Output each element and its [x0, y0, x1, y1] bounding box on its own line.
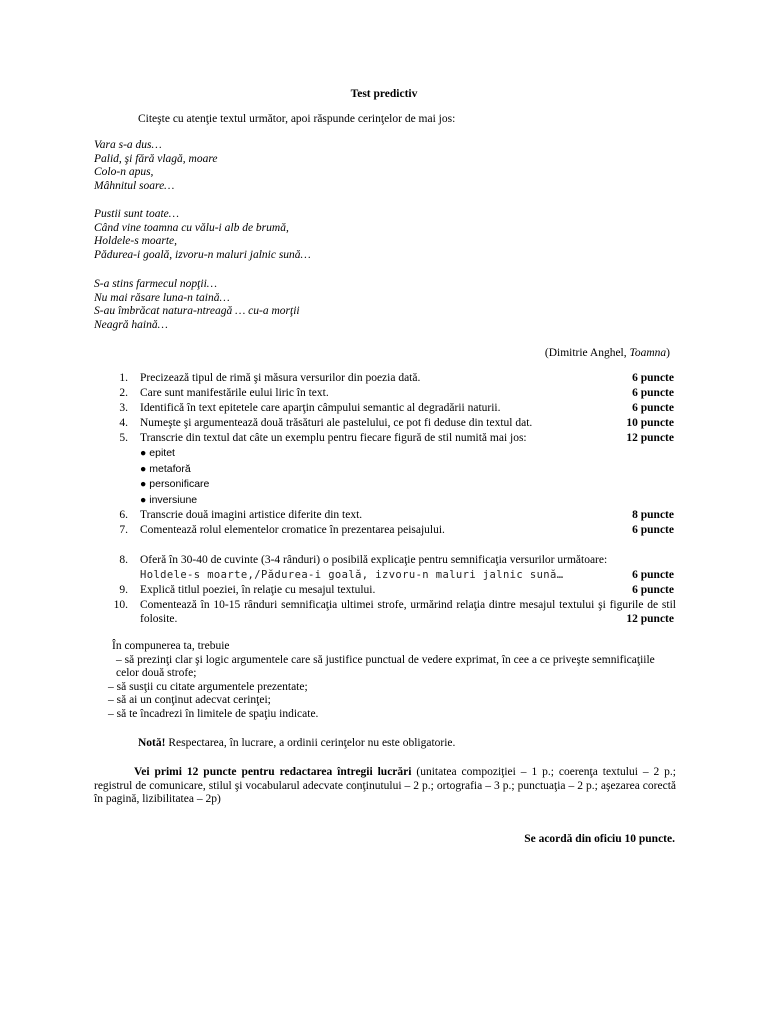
task-text: Care sunt manifestările eului liric în text.	[140, 387, 329, 399]
task-text: Precizează tipul de rimă şi măsura versurilor din poezia dată.	[140, 372, 421, 384]
task-item: 4. Numeşte şi argumentează două trăsături ale pastelului, ce pot fi deduse din textul dat. 10 puncte	[119, 417, 674, 429]
composition-requirements	[94, 640, 676, 722]
task-points: 6 puncte	[632, 387, 674, 399]
task-points: 10 puncte	[626, 417, 674, 429]
task-points: 6 puncte	[632, 569, 674, 581]
poem-line: Nu mai răsare luna-n taină…	[94, 291, 230, 304]
task-item: 8. Oferă în 30-40 de cuvinte (3-4 rânduri) o posibilă explicaţie pentru semnificaţia versurilor următoare:	[119, 554, 608, 566]
task-quote: Holdele-s moarte,/Pădurea-i goală, izvoru-n maluri jalnic sună…	[140, 569, 564, 581]
task-points: 12 puncte	[626, 432, 674, 444]
task-points: 12 puncte	[626, 612, 674, 625]
poem-line: Holdele-s moarte,	[94, 235, 178, 248]
poem-stanza-3	[94, 278, 300, 332]
poem-line: Vara s-a dus…	[94, 139, 162, 151]
task-text: Comentează în 10-15 rânduri semnificaţia ultimei strofe, urmărind relaţia dintre mesajul textului şi figurile de stil folosite.	[140, 599, 676, 625]
task-points: 8 puncte	[632, 509, 674, 521]
instruction-text: Citeşte cu atenţie textul următor, apoi răspunde cerinţelor de mai jos:	[138, 113, 456, 125]
grading-paragraph	[94, 766, 676, 807]
poem-stanza-1	[94, 139, 218, 193]
task-points: 6 puncte	[632, 584, 674, 596]
task-points: 6 puncte	[632, 524, 674, 536]
figure-item: ● metaforă	[140, 462, 191, 475]
bonus-points-text: Se acordă din oficiu 10 puncte.	[524, 833, 675, 845]
figure-item: ● personificare	[140, 478, 210, 490]
composition-lead: În compunerea ta, trebuie	[112, 640, 230, 652]
task-item-quote	[110, 569, 676, 584]
poem-line: Mâhnitul soare…	[94, 179, 175, 192]
poem-line: Pustii sunt toate…	[94, 208, 179, 220]
composition-bullet: – să prezinţi clar şi logic argumentele care să justifice punctual de vedere exprimat, în cee a ce priveşte semnificaţiile celor două strofe;	[116, 653, 655, 680]
task-text: Comentează rolul elementelor cromatice în prezentarea peisajului.	[140, 524, 445, 536]
task-item: 10. Comentează în 10-15 rânduri semnificaţia ultimei strofe, urmărind relaţia dintre mesajul textului şi figurile de stil folosite. 12 puncte	[113, 599, 676, 625]
task-points: 6 puncte	[632, 402, 674, 414]
composition-bullet: – să te încadrezi în limitele de spaţiu indicate.	[108, 707, 319, 720]
task-text: Transcrie din textul dat câte un exemplu pentru fiecare figură de stil numită mai jos:	[140, 432, 527, 444]
task-text: Transcrie două imagini artistice diferite din text.	[140, 509, 363, 521]
task-item: 9. Explică titlul poeziei, în relaţie cu mesajul textului. 6 puncte	[119, 584, 674, 596]
figure-item: ● inversiune	[140, 493, 198, 506]
task-item: 6. Transcrie două imagini artistice diferite din text. 8 puncte	[119, 509, 674, 521]
poem-work-title: Toamna	[629, 347, 667, 359]
figures-list	[140, 447, 676, 509]
task-list	[110, 372, 676, 626]
task-item: 3. Identifică în text epitetele care aparţin câmpului semantic al degradării naturii. 6 puncte	[119, 402, 674, 414]
task-text: Identifică în text epitetele care aparţin câmpului semantic al degradării naturii.	[140, 402, 501, 414]
note-label: Notă!	[138, 737, 166, 749]
poem-line: Pădurea-i goală, izvoru-n maluri jalnic sună…	[94, 248, 311, 261]
task-text: Oferă în 30-40 de cuvinte (3-4 rânduri) o posibilă explicaţie pentru semnificaţia versurilor următoare:	[140, 554, 608, 566]
poem-line: Neagră haină…	[94, 318, 168, 331]
note	[138, 737, 455, 751]
poem-line: S-au îmbrăcat natura-ntreagă … cu-a morţii	[94, 305, 300, 318]
grading-text: (unitatea compoziţiei – 1 p.; coerenţa textului – 2 p.; registrul de comunicare, stilul şi vocabularul adecvate conţinutului – 2 p.; ortografia – 3 p.; punctuaţia – 2 p.; aşezarea corectă în pagină, lizibilitatea – 2p)	[94, 766, 676, 806]
poem-line: Palid, şi fără vlagă, moare	[94, 152, 218, 165]
task-item: 7. Comentează rolul elementelor cromatice în prezentarea peisajului. 6 puncte	[119, 524, 674, 536]
task-text: Explică titlul poeziei, în relaţie cu mesajul textului.	[140, 584, 376, 596]
poem-line: Colo-n apus,	[94, 166, 154, 179]
task-text: Numeşte şi argumentează două trăsături ale pastelului, ce pot fi deduse din textul dat.	[140, 417, 533, 429]
task-item: 1. Precizează tipul de rimă şi măsura versurilor din poezia dată. 6 puncte	[119, 372, 674, 384]
poem-stanza-2	[94, 208, 311, 262]
note-text: Respectarea, în lucrare, a ordinii cerinţelor nu este obligatorie.	[165, 737, 456, 749]
poem-source: (Dimitrie Anghel, Toamna)	[544, 347, 670, 359]
composition-bullet: – să ai un conţinut adecvat cerinţei;	[108, 694, 271, 707]
task-item: 2. Care sunt manifestările eului liric în text. 6 puncte	[119, 387, 674, 399]
task-item: 5. Transcrie din textul dat câte un exemplu pentru fiecare figură de stil numită mai jos: 12 puncte	[119, 432, 674, 444]
composition-bullet: – să susţii cu citate argumentele prezentate;	[108, 680, 308, 693]
poem-line: S-a stins farmecul nopţii…	[94, 278, 217, 290]
poem-line: Când vine toamna cu vălu-i alb de brumă,	[94, 221, 289, 234]
grading-bold: Vei primi 12 puncte pentru redactarea întregii lucrări	[134, 766, 412, 778]
page-title: Test predictiv	[350, 88, 418, 100]
poem-author: (Dimitrie Anghel,	[544, 347, 630, 359]
figure-item: ● epitet	[140, 447, 175, 459]
task-points: 6 puncte	[632, 372, 674, 384]
